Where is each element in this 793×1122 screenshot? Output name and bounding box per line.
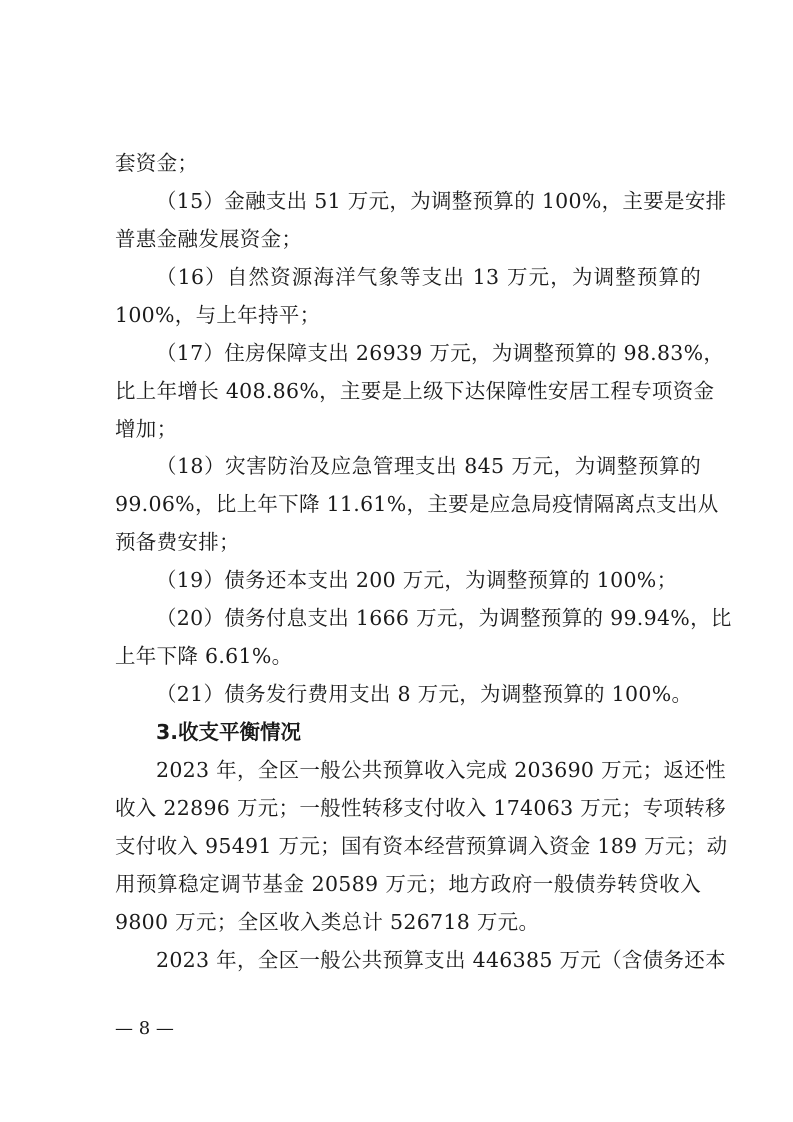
text-line: （20）债务付息支出 1666 万元，为调整预算的 99.94%，比: [156, 606, 732, 630]
text-line: 普惠金融发展资金；: [115, 227, 303, 251]
text-line: 增加；: [115, 417, 178, 441]
text-line: 上年下降 6.61%。: [115, 644, 293, 668]
text-line: （19）债务还本支出 200 万元，为调整预算的 100%；: [156, 568, 678, 592]
text-line: （21）债务发行费用支出 8 万元，为调整预算的 100%。: [156, 682, 693, 706]
section-heading: 3.收支平衡情况: [156, 720, 302, 744]
text-line: 9800 万元；全区收入类总计 526718 万元。: [115, 910, 540, 934]
text-line: 预备费安排；: [115, 530, 240, 554]
text-line: 100%，与上年持平；: [115, 303, 321, 327]
text-line: 比上年增长 408.86%，主要是上级下达保障性安居工程专项资金: [115, 379, 715, 403]
text-line: （15）金融支出 51 万元，为调整预算的 100%，主要是安排: [156, 189, 727, 213]
text-line: （17）住房保障支出 26939 万元，为调整预算的 98.83%，: [156, 341, 725, 365]
text-line: 收入 22896 万元；一般性转移支付收入 174063 万元；专项转移: [115, 796, 726, 820]
page-number: — 8 —: [115, 1018, 174, 1039]
text-line: （18）灾害防治及应急管理支出 845 万元，为调整预算的: [156, 454, 701, 478]
text-line: 支付收入 95491 万元；国有资本经营预算调入资金 189 万元；动: [115, 834, 728, 858]
text-line: 用预算稳定调节基金 20589 万元；地方政府一般债券转贷收入: [115, 872, 701, 896]
text-line: 99.06%，比上年下降 11.61%，主要是应急局疫情隔离点支出从: [115, 492, 719, 516]
text-line: （16）自然资源海洋气象等支出 13 万元，为调整预算的: [156, 265, 701, 289]
text-line: 2023 年，全区一般公共预算收入完成 203690 万元；返还性: [156, 758, 726, 782]
text-line: 套资金；: [115, 151, 199, 175]
text-line: 2023 年，全区一般公共预算支出 446385 万元（含债务还本: [156, 948, 726, 972]
